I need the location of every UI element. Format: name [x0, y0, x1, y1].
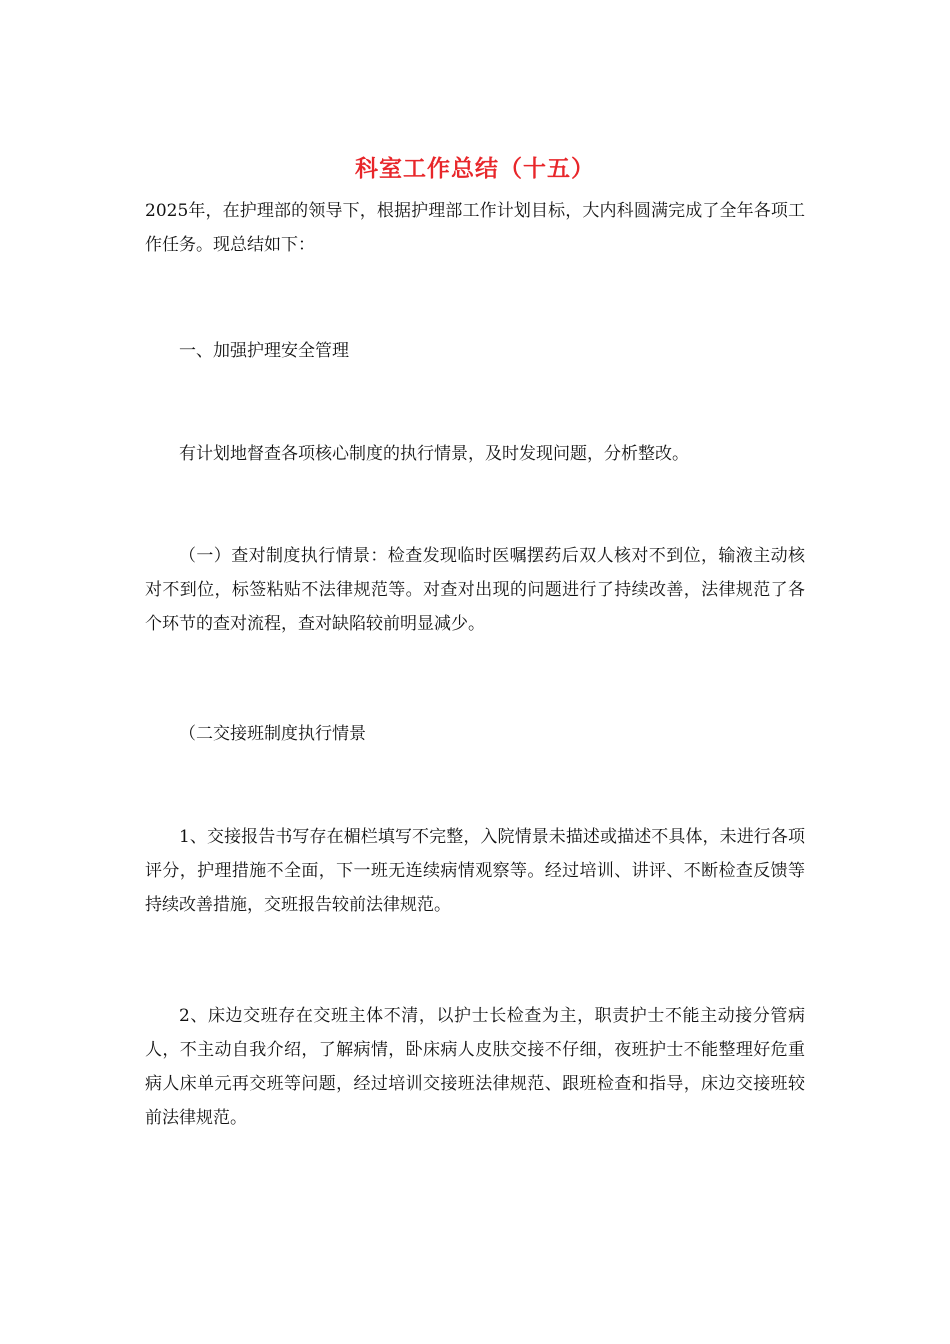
section-heading-1: 一、加强护理安全管理	[179, 341, 349, 361]
intro-paragraph: 2025年，在护理部的领导下，根据护理部工作计划目标，大内科圆满完成了全年各项工作任务。现总结如下：	[145, 201, 805, 255]
section-paragraph-1: 有计划地督查各项核心制度的执行情景，及时发现问题，分析整改。	[179, 444, 689, 464]
section-heading-2: （二交接班制度执行情景	[179, 724, 366, 744]
section-paragraph-2: （一）查对制度执行情景：检查发现临时医嘱摆药后双人核对不到位，输液主动核对不到位，标签粘贴不法律规范等。对查对出现的问题进行了持续改善，法律规范了各个环节的查对流程，查对缺陷较前明显减少。	[145, 546, 805, 634]
section-paragraph-4: 2、床边交班存在交班主体不清，以护士长检查为主，职责护士不能主动接分管病人，不主动自我介绍，了解病情，卧床病人皮肤交接不仔细，夜班护士不能整理好危重病人床单元再交班等问题，经过培训交接班法律规范、跟班检查和指导，床边交接班较前法律规范。	[145, 1006, 805, 1128]
document-title: 科室工作总结（十五）	[355, 155, 595, 182]
section-paragraph-3: 1、交接报告书写存在楣栏填写不完整，入院情景未描述或描述不具体，未进行各项评分，护理措施不全面，下一班无连续病情观察等。经过培训、讲评、不断检查反馈等持续改善措施，交班报告较前法律规范。	[145, 827, 805, 915]
